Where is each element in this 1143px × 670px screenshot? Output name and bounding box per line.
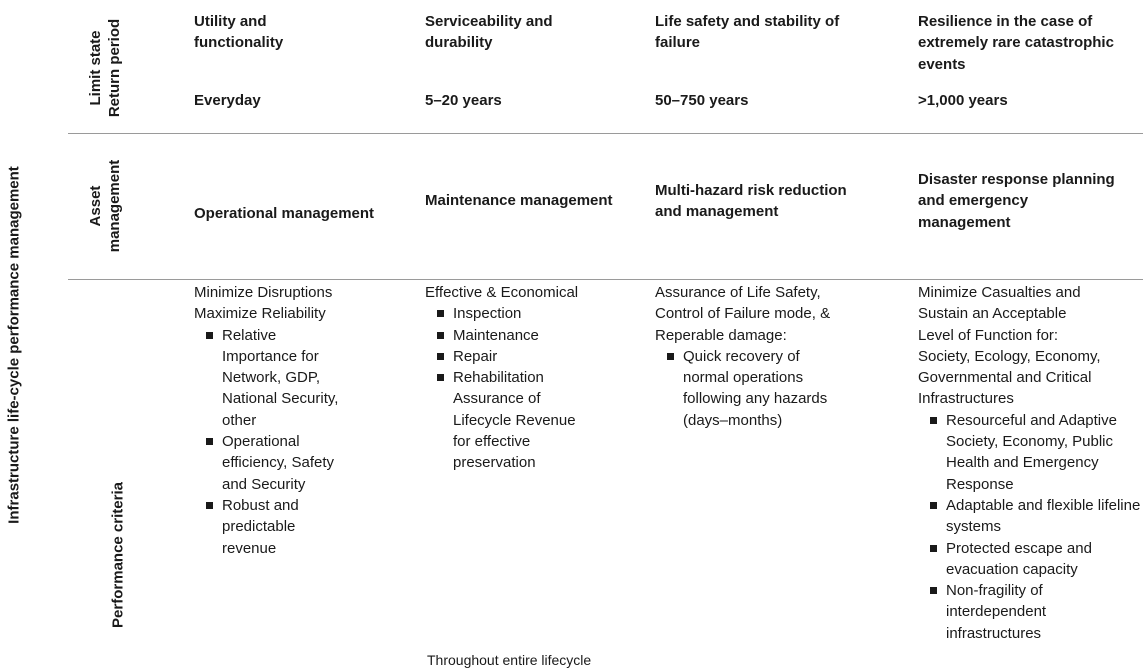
criteria-line: Maximize Reliability bbox=[194, 305, 326, 323]
criteria-col-1 bbox=[194, 282, 414, 559]
criteria-line: Minimize Disruptions bbox=[194, 284, 333, 301]
asset-col-4: Disaster response planning and emergency management bbox=[918, 171, 1115, 231]
criteria-col-4 bbox=[918, 282, 1143, 644]
return-period-col-1: Everyday bbox=[194, 92, 261, 109]
criteria-bullet: Quick recovery of normal operations following any hazards (days–months) bbox=[667, 346, 905, 431]
row-label-performance-criteria: Performance criteria bbox=[109, 482, 127, 628]
row-divider bbox=[68, 133, 1143, 134]
asset-col-2: Maintenance management bbox=[425, 192, 613, 209]
criteria-bullet: Adaptable and flexible lifeline systems bbox=[930, 495, 1143, 538]
criteria-line: Infrastructures bbox=[918, 390, 1014, 408]
limit-state-col-4: Resilience in the case of extremely rare catastrophic events bbox=[918, 13, 1114, 73]
criteria-bullet: Robust and predictable revenue bbox=[206, 495, 414, 559]
criteria-line: Reperable damage: bbox=[655, 326, 787, 344]
criteria-line: Level of Function for: bbox=[918, 326, 1059, 344]
row-divider bbox=[68, 279, 1143, 280]
criteria-bullet-list bbox=[918, 410, 1143, 644]
criteria-bullet: Repair bbox=[437, 346, 645, 367]
criteria-bullet: Operational efficiency, Safety and Security bbox=[206, 431, 414, 495]
criteria-bullet: Resourceful and Adaptive Society, Economy, Public Health and Emergency Response bbox=[930, 410, 1143, 495]
asset-col-3: Multi-hazard risk reduction and management bbox=[655, 182, 847, 221]
asset-col-1: Operational management bbox=[194, 205, 375, 222]
criteria-bullet: Rehabilitation Assurance of Lifecycle Revenue for effective preservation bbox=[437, 367, 645, 473]
criteria-line: Minimize Casualties and bbox=[918, 284, 1081, 301]
criteria-bullet: Protected escape and evacuation capacity bbox=[930, 538, 1143, 581]
criteria-col-3 bbox=[655, 282, 905, 431]
criteria-line: Control of Failure mode, & bbox=[655, 305, 831, 323]
criteria-line: Effective & Economical bbox=[425, 284, 579, 301]
criteria-bullet: Relative Importance for Network, GDP, National Security, other bbox=[206, 325, 414, 431]
criteria-line: Assurance of Life Safety, bbox=[655, 284, 821, 301]
side-title: Infrastructure life-cycle performance management bbox=[5, 166, 23, 524]
criteria-bullet: Non-fragility of interdependent infrastructures bbox=[930, 580, 1143, 644]
criteria-bullet-list bbox=[194, 325, 414, 559]
criteria-bullet: Maintenance bbox=[437, 325, 645, 346]
row-label-limit-state: Limit state Return period bbox=[87, 18, 123, 118]
criteria-bullet-list bbox=[655, 346, 905, 431]
criteria-bullet-list bbox=[425, 303, 645, 473]
criteria-line: Sustain an Acceptable bbox=[918, 305, 1067, 323]
criteria-col-2 bbox=[425, 282, 645, 474]
lifecycle-footer: Throughout entire lifecycle bbox=[427, 652, 592, 668]
return-period-col-3: 50–750 years bbox=[655, 92, 749, 109]
return-period-col-4: >1,000 years bbox=[918, 92, 1008, 109]
limit-state-col-2: Serviceability and durability bbox=[425, 13, 553, 52]
limit-state-col-3: Life safety and stability of failure bbox=[655, 13, 840, 52]
row-label-asset-management: Asset management bbox=[87, 159, 123, 253]
limit-state-col-1: Utility and functionality bbox=[194, 13, 284, 52]
criteria-bullet: Inspection bbox=[437, 303, 645, 324]
return-period-col-2: 5–20 years bbox=[425, 92, 502, 109]
criteria-line: Governmental and Critical bbox=[918, 369, 1092, 387]
criteria-line: Society, Ecology, Economy, bbox=[918, 347, 1101, 365]
